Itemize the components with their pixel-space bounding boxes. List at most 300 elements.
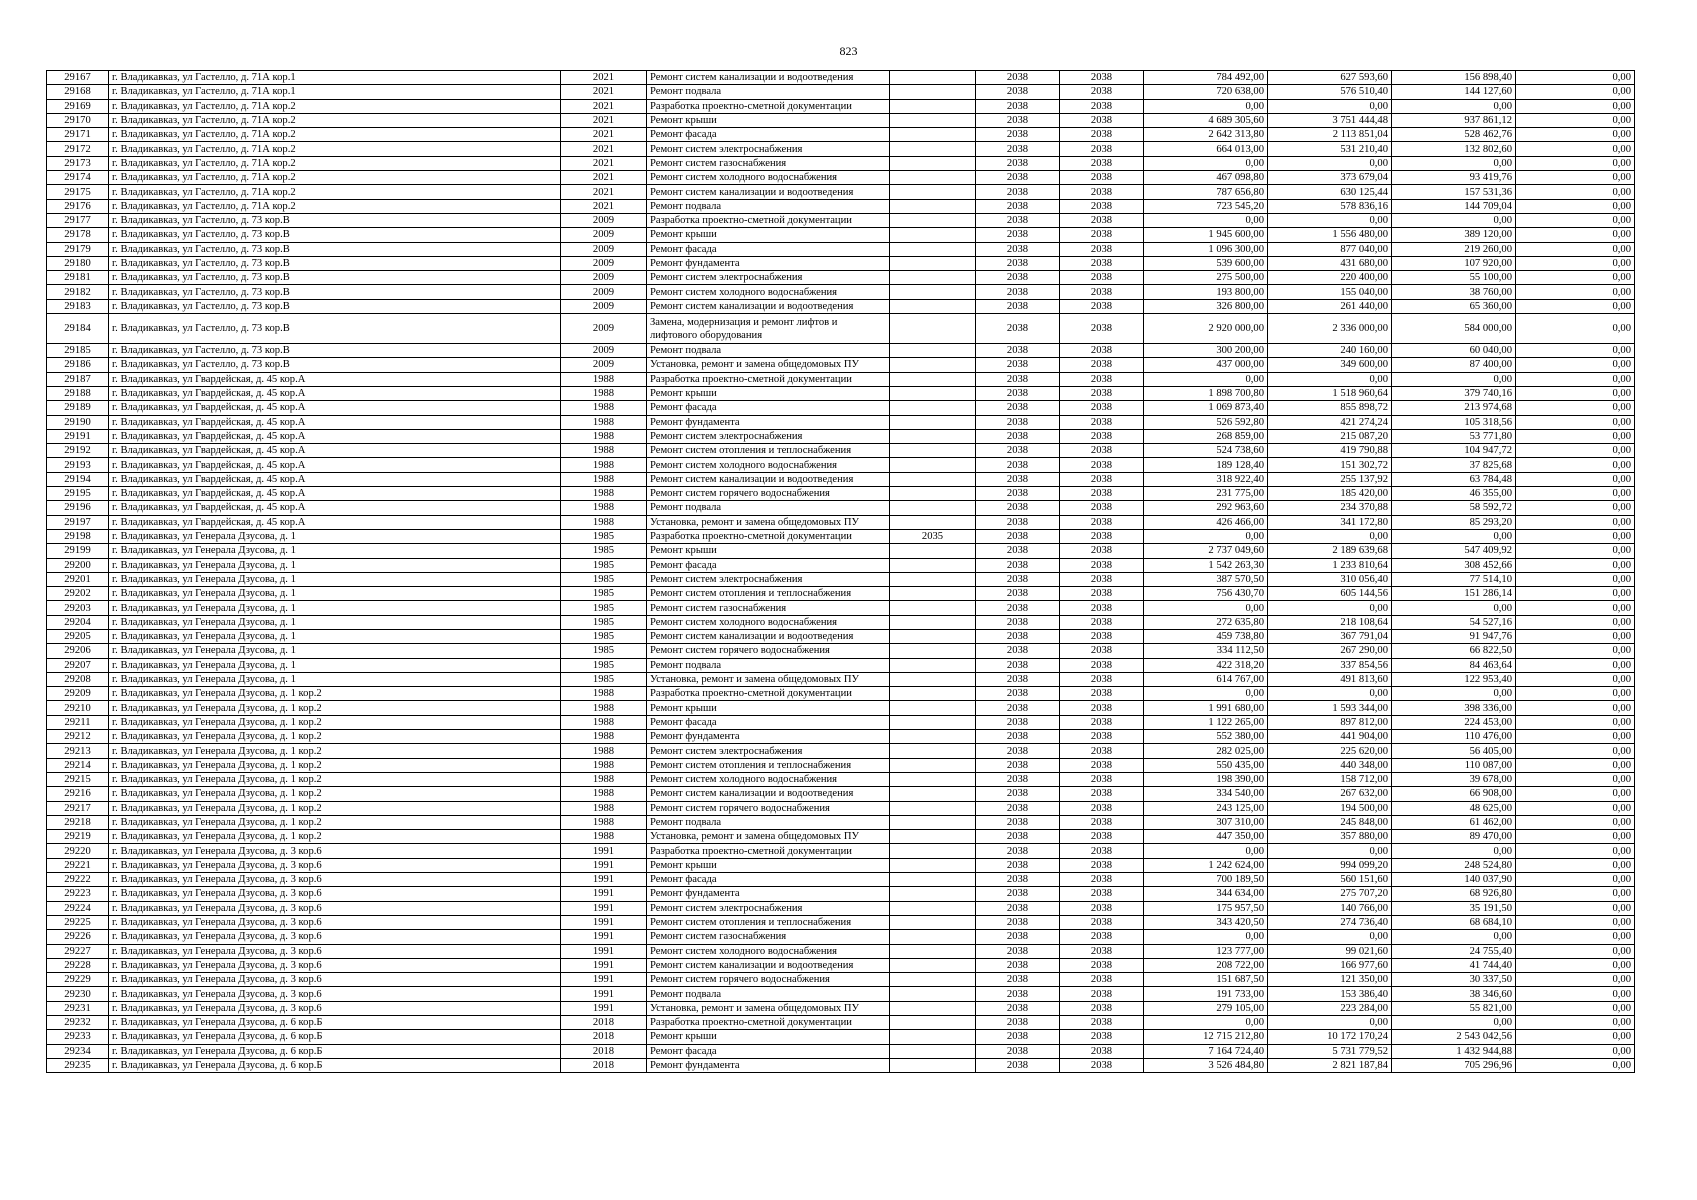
total-cost-cell: 189 128,40 [1144, 458, 1268, 472]
table-row [47, 772, 1635, 786]
work-type-cell: Ремонт систем канализации и водоотведения [647, 629, 890, 643]
build-year-cell: 1991 [561, 873, 647, 887]
fund-cost-cell: 185 420,00 [1268, 487, 1392, 501]
other-cost-cell: 0,00 [1516, 444, 1635, 458]
extra-year-cell: 2035 [890, 529, 976, 543]
total-cost-cell: 700 189,50 [1144, 873, 1268, 887]
plan-year-start-cell: 2038 [976, 815, 1060, 829]
work-type-cell: Ремонт систем горячего водоснабжения [647, 487, 890, 501]
row-id-cell: 29221 [47, 858, 109, 872]
owner-cost-cell: 37 825,68 [1392, 458, 1516, 472]
table-row [47, 915, 1635, 929]
total-cost-cell: 2 642 313,80 [1144, 128, 1268, 142]
plan-year-end-cell: 2038 [1060, 544, 1144, 558]
work-type-cell: Ремонт систем газоснабжения [647, 601, 890, 615]
total-cost-cell: 243 125,00 [1144, 801, 1268, 815]
address-cell: г. Владикавказ, ул Генерала Дзусова, д. 1 [109, 587, 561, 601]
fund-cost-cell: 99 021,60 [1268, 944, 1392, 958]
total-cost-cell: 292 963,60 [1144, 501, 1268, 515]
fund-cost-cell: 255 137,92 [1268, 472, 1392, 486]
owner-cost-cell: 77 514,10 [1392, 572, 1516, 586]
fund-cost-cell: 855 898,72 [1268, 401, 1392, 415]
row-id-cell: 29192 [47, 444, 109, 458]
plan-year-start-cell: 2038 [976, 601, 1060, 615]
total-cost-cell: 0,00 [1144, 156, 1268, 170]
extra-year-cell [890, 285, 976, 299]
total-cost-cell: 1 945 600,00 [1144, 228, 1268, 242]
plan-year-start-cell: 2038 [976, 873, 1060, 887]
total-cost-cell: 0,00 [1144, 601, 1268, 615]
work-type-cell: Замена, модернизация и ремонт лифтов и лифтового оборудования [647, 314, 890, 344]
owner-cost-cell: 53 771,80 [1392, 429, 1516, 443]
table-row [47, 285, 1635, 299]
extra-year-cell [890, 256, 976, 270]
other-cost-cell: 0,00 [1516, 501, 1635, 515]
plan-year-end-cell: 2038 [1060, 915, 1144, 929]
table-row [47, 314, 1635, 344]
row-id-cell: 29179 [47, 242, 109, 256]
build-year-cell: 1988 [561, 372, 647, 386]
address-cell: г. Владикавказ, ул Гастелло, д. 71А кор.2 [109, 185, 561, 199]
owner-cost-cell: 55 100,00 [1392, 271, 1516, 285]
extra-year-cell [890, 344, 976, 358]
other-cost-cell: 0,00 [1516, 213, 1635, 227]
address-cell: г. Владикавказ, ул Генерала Дзусова, д. 1 [109, 629, 561, 643]
work-type-cell: Ремонт систем горячего водоснабжения [647, 644, 890, 658]
build-year-cell: 1988 [561, 730, 647, 744]
extra-year-cell [890, 672, 976, 686]
owner-cost-cell: 0,00 [1392, 844, 1516, 858]
extra-year-cell [890, 171, 976, 185]
total-cost-cell: 447 350,00 [1144, 830, 1268, 844]
build-year-cell: 1991 [561, 858, 647, 872]
work-type-cell: Ремонт фасада [647, 715, 890, 729]
extra-year-cell [890, 558, 976, 572]
row-id-cell: 29195 [47, 487, 109, 501]
extra-year-cell [890, 1058, 976, 1072]
build-year-cell: 1985 [561, 601, 647, 615]
build-year-cell: 2018 [561, 1016, 647, 1030]
other-cost-cell: 0,00 [1516, 113, 1635, 127]
address-cell: г. Владикавказ, ул Генерала Дзусова, д. 1 кор.2 [109, 758, 561, 772]
fund-cost-cell: 1 593 344,00 [1268, 701, 1392, 715]
plan-year-start-cell: 2038 [976, 844, 1060, 858]
address-cell: г. Владикавказ, ул Гастелло, д. 73 кор.В [109, 271, 561, 285]
work-type-cell: Ремонт систем электроснабжения [647, 142, 890, 156]
address-cell: г. Владикавказ, ул Гастелло, д. 71А кор.2 [109, 199, 561, 213]
table-row [47, 1016, 1635, 1030]
plan-year-end-cell: 2038 [1060, 529, 1144, 543]
fund-cost-cell: 440 348,00 [1268, 758, 1392, 772]
address-cell: г. Владикавказ, ул Генерала Дзусова, д. 1 [109, 658, 561, 672]
total-cost-cell: 198 390,00 [1144, 772, 1268, 786]
fund-cost-cell: 0,00 [1268, 213, 1392, 227]
other-cost-cell: 0,00 [1516, 256, 1635, 270]
plan-year-start-cell: 2038 [976, 199, 1060, 213]
total-cost-cell: 4 689 305,60 [1144, 113, 1268, 127]
address-cell: г. Владикавказ, ул Гастелло, д. 71А кор.2 [109, 171, 561, 185]
build-year-cell: 2021 [561, 113, 647, 127]
address-cell: г. Владикавказ, ул Гвардейская, д. 45 кор.А [109, 401, 561, 415]
table-row [47, 844, 1635, 858]
plan-year-end-cell: 2038 [1060, 314, 1144, 344]
row-id-cell: 29198 [47, 529, 109, 543]
work-type-cell: Ремонт систем холодного водоснабжения [647, 458, 890, 472]
table-row [47, 887, 1635, 901]
owner-cost-cell: 60 040,00 [1392, 344, 1516, 358]
extra-year-cell [890, 142, 976, 156]
work-type-cell: Ремонт систем канализации и водоотведения [647, 299, 890, 313]
row-id-cell: 29219 [47, 830, 109, 844]
row-id-cell: 29232 [47, 1016, 109, 1030]
plan-year-start-cell: 2038 [976, 128, 1060, 142]
other-cost-cell: 0,00 [1516, 801, 1635, 815]
extra-year-cell [890, 601, 976, 615]
table-row [47, 472, 1635, 486]
plan-year-start-cell: 2038 [976, 256, 1060, 270]
work-type-cell: Ремонт фасада [647, 873, 890, 887]
fund-cost-cell: 2 336 000,00 [1268, 314, 1392, 344]
total-cost-cell: 0,00 [1144, 687, 1268, 701]
plan-year-start-cell: 2038 [976, 213, 1060, 227]
owner-cost-cell: 68 926,80 [1392, 887, 1516, 901]
other-cost-cell: 0,00 [1516, 544, 1635, 558]
row-id-cell: 29183 [47, 299, 109, 313]
owner-cost-cell: 35 191,50 [1392, 901, 1516, 915]
other-cost-cell: 0,00 [1516, 429, 1635, 443]
fund-cost-cell: 0,00 [1268, 99, 1392, 113]
other-cost-cell: 0,00 [1516, 701, 1635, 715]
owner-cost-cell: 68 684,10 [1392, 915, 1516, 929]
total-cost-cell: 231 775,00 [1144, 487, 1268, 501]
plan-year-start-cell: 2038 [976, 887, 1060, 901]
table-row [47, 372, 1635, 386]
other-cost-cell: 0,00 [1516, 358, 1635, 372]
fund-cost-cell: 153 386,40 [1268, 987, 1392, 1001]
address-cell: г. Владикавказ, ул Гастелло, д. 73 кор.В [109, 228, 561, 242]
owner-cost-cell: 389 120,00 [1392, 228, 1516, 242]
row-id-cell: 29194 [47, 472, 109, 486]
fund-cost-cell: 5 731 779,52 [1268, 1044, 1392, 1058]
plan-year-end-cell: 2038 [1060, 830, 1144, 844]
owner-cost-cell: 93 419,76 [1392, 171, 1516, 185]
owner-cost-cell: 0,00 [1392, 529, 1516, 543]
row-id-cell: 29233 [47, 1030, 109, 1044]
table-row [47, 299, 1635, 313]
total-cost-cell: 193 800,00 [1144, 285, 1268, 299]
address-cell: г. Владикавказ, ул Гастелло, д. 73 кор.В [109, 314, 561, 344]
other-cost-cell: 0,00 [1516, 515, 1635, 529]
plan-year-start-cell: 2038 [976, 744, 1060, 758]
build-year-cell: 1991 [561, 844, 647, 858]
total-cost-cell: 552 380,00 [1144, 730, 1268, 744]
other-cost-cell: 0,00 [1516, 85, 1635, 99]
plan-year-start-cell: 2038 [976, 644, 1060, 658]
address-cell: г. Владикавказ, ул Генерала Дзусова, д. 1 кор.2 [109, 801, 561, 815]
fund-cost-cell: 0,00 [1268, 601, 1392, 615]
plan-year-end-cell: 2038 [1060, 344, 1144, 358]
other-cost-cell: 0,00 [1516, 199, 1635, 213]
plan-year-start-cell: 2038 [976, 1044, 1060, 1058]
plan-year-end-cell: 2038 [1060, 858, 1144, 872]
address-cell: г. Владикавказ, ул Гастелло, д. 71А кор.2 [109, 142, 561, 156]
owner-cost-cell: 85 293,20 [1392, 515, 1516, 529]
work-type-cell: Ремонт фасада [647, 401, 890, 415]
other-cost-cell: 0,00 [1516, 558, 1635, 572]
table-row [47, 71, 1635, 85]
owner-cost-cell: 38 346,60 [1392, 987, 1516, 1001]
fund-cost-cell: 431 680,00 [1268, 256, 1392, 270]
build-year-cell: 2021 [561, 199, 647, 213]
build-year-cell: 1988 [561, 458, 647, 472]
build-year-cell: 1991 [561, 915, 647, 929]
table-row [47, 758, 1635, 772]
other-cost-cell: 0,00 [1516, 615, 1635, 629]
plan-year-start-cell: 2038 [976, 672, 1060, 686]
address-cell: г. Владикавказ, ул Генерала Дзусова, д. 1 [109, 572, 561, 586]
other-cost-cell: 0,00 [1516, 1016, 1635, 1030]
work-type-cell: Ремонт фундамента [647, 1058, 890, 1072]
build-year-cell: 1985 [561, 644, 647, 658]
owner-cost-cell: 248 524,80 [1392, 858, 1516, 872]
plan-year-end-cell: 2038 [1060, 1044, 1144, 1058]
fund-cost-cell: 576 510,40 [1268, 85, 1392, 99]
extra-year-cell [890, 213, 976, 227]
build-year-cell: 2009 [561, 299, 647, 313]
build-year-cell: 2021 [561, 185, 647, 199]
total-cost-cell: 1 122 265,00 [1144, 715, 1268, 729]
work-type-cell: Ремонт систем холодного водоснабжения [647, 171, 890, 185]
work-type-cell: Ремонт систем канализации и водоотведения [647, 787, 890, 801]
address-cell: г. Владикавказ, ул Гвардейская, д. 45 кор.А [109, 372, 561, 386]
extra-year-cell [890, 901, 976, 915]
work-type-cell: Ремонт фасада [647, 242, 890, 256]
address-cell: г. Владикавказ, ул Гвардейская, д. 45 кор.А [109, 458, 561, 472]
row-id-cell: 29173 [47, 156, 109, 170]
plan-year-start-cell: 2038 [976, 687, 1060, 701]
address-cell: г. Владикавказ, ул Генерала Дзусова, д. 1 [109, 615, 561, 629]
build-year-cell: 2009 [561, 256, 647, 270]
extra-year-cell [890, 787, 976, 801]
build-year-cell: 2021 [561, 128, 647, 142]
address-cell: г. Владикавказ, ул Генерала Дзусова, д. 1 кор.2 [109, 830, 561, 844]
other-cost-cell: 0,00 [1516, 572, 1635, 586]
row-id-cell: 29199 [47, 544, 109, 558]
work-type-cell: Ремонт систем холодного водоснабжения [647, 615, 890, 629]
address-cell: г. Владикавказ, ул Гвардейская, д. 45 кор.А [109, 501, 561, 515]
total-cost-cell: 279 105,00 [1144, 1001, 1268, 1015]
table-row [47, 256, 1635, 270]
other-cost-cell: 0,00 [1516, 285, 1635, 299]
owner-cost-cell: 48 625,00 [1392, 801, 1516, 815]
fund-cost-cell: 419 790,88 [1268, 444, 1392, 458]
owner-cost-cell: 144 709,04 [1392, 199, 1516, 213]
total-cost-cell: 175 957,50 [1144, 901, 1268, 915]
owner-cost-cell: 38 760,00 [1392, 285, 1516, 299]
plan-year-end-cell: 2038 [1060, 401, 1144, 415]
total-cost-cell: 282 025,00 [1144, 744, 1268, 758]
build-year-cell: 1991 [561, 944, 647, 958]
extra-year-cell [890, 715, 976, 729]
row-id-cell: 29209 [47, 687, 109, 701]
plan-year-end-cell: 2038 [1060, 772, 1144, 786]
row-id-cell: 29206 [47, 644, 109, 658]
other-cost-cell: 0,00 [1516, 487, 1635, 501]
owner-cost-cell: 0,00 [1392, 99, 1516, 113]
extra-year-cell [890, 629, 976, 643]
work-type-cell: Ремонт систем канализации и водоотведения [647, 958, 890, 972]
row-id-cell: 29171 [47, 128, 109, 142]
address-cell: г. Владикавказ, ул Гастелло, д. 73 кор.В [109, 299, 561, 313]
fund-cost-cell: 225 620,00 [1268, 744, 1392, 758]
extra-year-cell [890, 113, 976, 127]
row-id-cell: 29213 [47, 744, 109, 758]
row-id-cell: 29216 [47, 787, 109, 801]
total-cost-cell: 614 767,00 [1144, 672, 1268, 686]
plan-year-start-cell: 2038 [976, 472, 1060, 486]
extra-year-cell [890, 444, 976, 458]
extra-year-cell [890, 128, 976, 142]
owner-cost-cell: 89 470,00 [1392, 830, 1516, 844]
fund-cost-cell: 215 087,20 [1268, 429, 1392, 443]
work-type-cell: Ремонт систем канализации и водоотведения [647, 71, 890, 85]
plan-year-end-cell: 2038 [1060, 658, 1144, 672]
fund-cost-cell: 560 151,60 [1268, 873, 1392, 887]
other-cost-cell: 0,00 [1516, 687, 1635, 701]
plan-year-end-cell: 2038 [1060, 156, 1144, 170]
work-type-cell: Ремонт подвала [647, 815, 890, 829]
owner-cost-cell: 937 861,12 [1392, 113, 1516, 127]
owner-cost-cell: 213 974,68 [1392, 401, 1516, 415]
build-year-cell: 2018 [561, 1058, 647, 1072]
plan-year-start-cell: 2038 [976, 142, 1060, 156]
address-cell: г. Владикавказ, ул Генерала Дзусова, д. 3 кор.6 [109, 915, 561, 929]
plan-year-end-cell: 2038 [1060, 285, 1144, 299]
work-type-cell: Ремонт подвала [647, 85, 890, 99]
work-type-cell: Ремонт систем канализации и водоотведения [647, 185, 890, 199]
fund-cost-cell: 3 751 444,48 [1268, 113, 1392, 127]
build-year-cell: 1988 [561, 472, 647, 486]
owner-cost-cell: 107 920,00 [1392, 256, 1516, 270]
other-cost-cell: 0,00 [1516, 71, 1635, 85]
total-cost-cell: 539 600,00 [1144, 256, 1268, 270]
other-cost-cell: 0,00 [1516, 142, 1635, 156]
row-id-cell: 29205 [47, 629, 109, 643]
plan-year-start-cell: 2038 [976, 544, 1060, 558]
extra-year-cell [890, 844, 976, 858]
address-cell: г. Владикавказ, ул Гастелло, д. 71А кор.2 [109, 128, 561, 142]
row-id-cell: 29180 [47, 256, 109, 270]
work-type-cell: Ремонт фундамента [647, 256, 890, 270]
row-id-cell: 29169 [47, 99, 109, 113]
owner-cost-cell: 24 755,40 [1392, 944, 1516, 958]
plan-year-start-cell: 2038 [976, 358, 1060, 372]
row-id-cell: 29181 [47, 271, 109, 285]
plan-year-end-cell: 2038 [1060, 199, 1144, 213]
table-row [47, 344, 1635, 358]
build-year-cell: 1985 [561, 544, 647, 558]
plan-year-end-cell: 2038 [1060, 901, 1144, 915]
owner-cost-cell: 61 462,00 [1392, 815, 1516, 829]
total-cost-cell: 0,00 [1144, 844, 1268, 858]
build-year-cell: 1991 [561, 1001, 647, 1015]
total-cost-cell: 723 545,20 [1144, 199, 1268, 213]
table-row [47, 658, 1635, 672]
other-cost-cell: 0,00 [1516, 171, 1635, 185]
capital-repair-table [46, 70, 1635, 1073]
fund-cost-cell: 267 632,00 [1268, 787, 1392, 801]
table-row [47, 973, 1635, 987]
row-id-cell: 29187 [47, 372, 109, 386]
fund-cost-cell: 491 813,60 [1268, 672, 1392, 686]
extra-year-cell [890, 873, 976, 887]
work-type-cell: Ремонт подвала [647, 199, 890, 213]
other-cost-cell: 0,00 [1516, 1001, 1635, 1015]
table-row [47, 458, 1635, 472]
work-type-cell: Ремонт систем электроснабжения [647, 744, 890, 758]
build-year-cell: 2021 [561, 71, 647, 85]
build-year-cell: 1988 [561, 386, 647, 400]
address-cell: г. Владикавказ, ул Гастелло, д. 71А кор.1 [109, 71, 561, 85]
other-cost-cell: 0,00 [1516, 973, 1635, 987]
other-cost-cell: 0,00 [1516, 128, 1635, 142]
build-year-cell: 2009 [561, 213, 647, 227]
plan-year-start-cell: 2038 [976, 71, 1060, 85]
extra-year-cell [890, 744, 976, 758]
plan-year-start-cell: 2038 [976, 901, 1060, 915]
row-id-cell: 29172 [47, 142, 109, 156]
row-id-cell: 29185 [47, 344, 109, 358]
row-id-cell: 29188 [47, 386, 109, 400]
total-cost-cell: 756 430,70 [1144, 587, 1268, 601]
address-cell: г. Владикавказ, ул Гвардейская, д. 45 кор.А [109, 487, 561, 501]
total-cost-cell: 784 492,00 [1144, 71, 1268, 85]
owner-cost-cell: 66 908,00 [1392, 787, 1516, 801]
other-cost-cell: 0,00 [1516, 658, 1635, 672]
plan-year-end-cell: 2038 [1060, 601, 1144, 615]
address-cell: г. Владикавказ, ул Гвардейская, д. 45 кор.А [109, 444, 561, 458]
total-cost-cell: 208 722,00 [1144, 958, 1268, 972]
plan-year-start-cell: 2038 [976, 458, 1060, 472]
plan-year-end-cell: 2038 [1060, 815, 1144, 829]
extra-year-cell [890, 915, 976, 929]
extra-year-cell [890, 85, 976, 99]
other-cost-cell: 0,00 [1516, 815, 1635, 829]
other-cost-cell: 0,00 [1516, 386, 1635, 400]
table-row [47, 487, 1635, 501]
row-id-cell: 29186 [47, 358, 109, 372]
work-type-cell: Ремонт подвала [647, 501, 890, 515]
other-cost-cell: 0,00 [1516, 472, 1635, 486]
build-year-cell: 1988 [561, 815, 647, 829]
extra-year-cell [890, 973, 976, 987]
other-cost-cell: 0,00 [1516, 228, 1635, 242]
plan-year-start-cell: 2038 [976, 401, 1060, 415]
owner-cost-cell: 110 087,00 [1392, 758, 1516, 772]
extra-year-cell [890, 944, 976, 958]
other-cost-cell: 0,00 [1516, 372, 1635, 386]
plan-year-start-cell: 2038 [976, 1001, 1060, 1015]
work-type-cell: Ремонт фундамента [647, 415, 890, 429]
row-id-cell: 29182 [47, 285, 109, 299]
row-id-cell: 29176 [47, 199, 109, 213]
table-row [47, 156, 1635, 170]
build-year-cell: 2009 [561, 228, 647, 242]
address-cell: г. Владикавказ, ул Гастелло, д. 73 кор.В [109, 344, 561, 358]
plan-year-end-cell: 2038 [1060, 242, 1144, 256]
plan-year-start-cell: 2038 [976, 1030, 1060, 1044]
work-type-cell: Ремонт крыши [647, 228, 890, 242]
